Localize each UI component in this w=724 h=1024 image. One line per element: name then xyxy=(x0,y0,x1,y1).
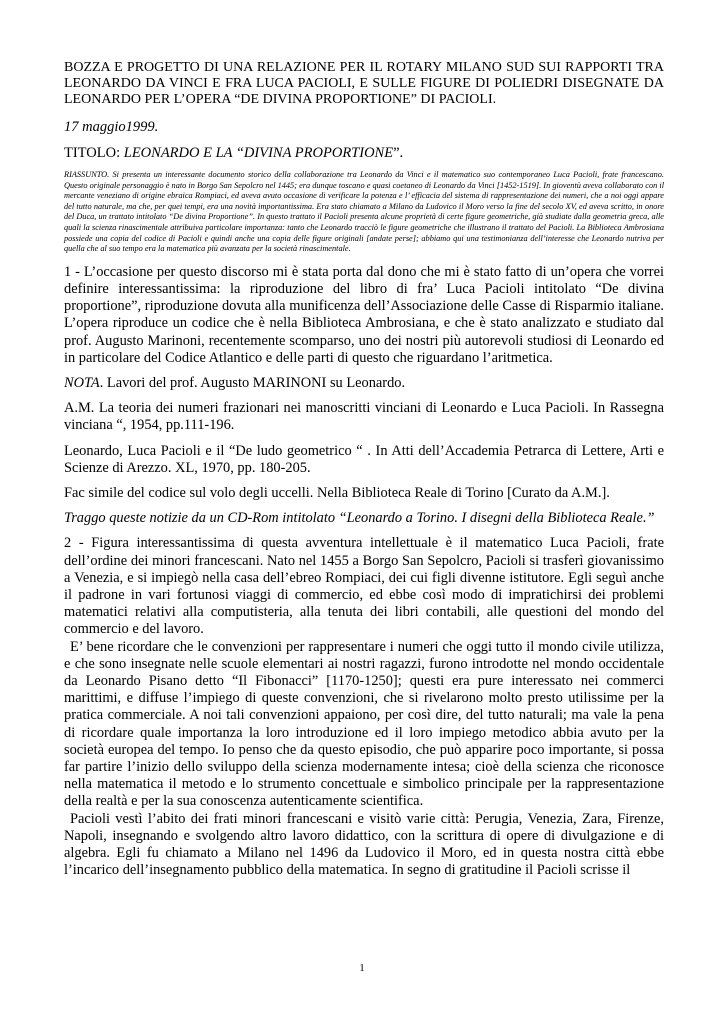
note-label: NOTA xyxy=(64,374,100,391)
abstract: RIASSUNTO. Si presenta un interessante documento storico della collaborazione tra Leonardo da Vinci e il matematico suo contemporaneo Luca Pacioli, frate francescano. Questo originale personaggio è nato in Borgo San Sepolcro nel 1445; era dunque toscano e quasi coetaneo di Leonardo da Vinci [1452-1519]. In gioventù aveva collaborato con il mercante veneziano di origine ebraica Rompiaci, ed aveva avuto occasione di verificare la potenza e l’ efficacia del sistema di rappresentazione dei numeri, che a noi oggi appare del tutto naturale, ma che, per quei tempi, era una novità importantissima. Era stato chiamato a Milano da Ludovico il Moro verso la fine del secolo XV, ed aveva scritto, in onore del Duca, un trattato intitolato “De divina Proportione”. In questo trattato il Pacioli presenta alcune proprietà di certe figure geometriche, già studiate dalla geometria greca, alle quali la scienza rinascimentale attribuiva particolare importanza: tanto che Leonardo tracciò le figure geometriche che illustrano il trattato del Pacioli. La Biblioteca Ambrosiana possiede una copia del codice di Pacioli e quindi anche una copia delle figure originali [andate perse]; abbiamo qui una testimonianza dell’interesse che Leonardo nutriva per quella che al suo tempo era la matematica più avanzata per la società rinascimentale. xyxy=(64,170,664,254)
document-page xyxy=(64,60,664,879)
title-label: TITOLO: xyxy=(64,145,124,161)
cdrom-note: Traggo queste notizie da un CD-Rom intitolato “Leonardo a Torino. I disegni della Biblioteca Reale.” xyxy=(64,510,655,527)
reference-3: Fac simile del codice sul volo degli uccelli. Nella Biblioteca Reale di Torino [Curato da A.M.]. xyxy=(64,484,610,501)
document-heading: BOZZA E PROGETTO DI UNA RELAZIONE PER IL ROTARY MILANO SUD SUI RAPPORTI TRA LEONARDO DA VINCI E FRA LUCA PACIOLI, E SULLE FIGURE DI POLIEDRI DISEGNATE DA LEONARDO PER L’OPERA “DE DIVINA PROPORTIONE” DI PACIOLI. xyxy=(64,60,664,107)
paragraph-1: 1 - L’occasione per questo discorso mi è stata porta dal dono che mi è stato fatto di un’opera che vorrei definire interessantissima: la riproduzione del libro di fra’ Luca Pacioli intitolato “De divina proportione”, riproduzione dovuta alla munificenza dell’Associazione delle Casse di Risparmio italiane. L’opera riproduce un codice che è nella Biblioteca Ambrosiana, e che è stato analizzato e studiato dal prof. Augusto Marinoni, recentemente scomparso, uno dei nostri più autorevoli studiosi di Leonardo ed in particolare del Codice Atlantico e delle parti di questo che riguardano l’aritmetica. xyxy=(64,263,664,366)
note xyxy=(64,375,664,392)
reference-1: A.M. La teoria dei numeri frazionari nei manoscritti vinciani di Leonardo e Luca Pacioli. In Rassegna vinciana “, 1954, pp.111-196. xyxy=(64,400,664,434)
reference-2: Leonardo, Luca Pacioli e il “De ludo geometrico “ . In Atti dell’Accademia Petrarca di Lettere, Arti e Scienze di Arezzo. XL, 1970, pp. 180-205. xyxy=(64,442,664,476)
page-number: 1 xyxy=(359,962,365,974)
paragraph-2: 2 - Figura interessantissima di questa avventura intellettuale è il matematico Luca Pacioli, frate dell’ordine dei minori francescani. Nato nel 1455 a Borgo San Sepolcro, Pacioli si trasferì giovanissimo a Venezia, e si impiegò nella casa dell’ebreo Rompiaci, dei cui figli divenne istitutore. Egli seguì anche il padrone in vari fortunosi viaggi di commercio, ed ebbe così modo di impratichirsi dei problemi matematici relativi alla computisteria, alla tenuta dei libri contabili, alle questioni del mondo del commercio e del lavoro. xyxy=(64,535,664,638)
document-title xyxy=(64,144,664,162)
note-text: . Lavori del prof. Augusto MARINONI su Leonardo. xyxy=(99,374,406,391)
document-date: 17 maggio1999. xyxy=(64,119,159,135)
title-text: LEONARDO E LA “DIVINA PROPORTIONE xyxy=(123,145,394,161)
title-suffix: ”. xyxy=(393,145,404,161)
paragraph-2-continued: E’ bene ricordare che le convenzioni per rappresentare i numeri che oggi tutto il mondo civile utilizza, e che sono insegnate nelle scuole elementari ai nostri ragazzi, furono introdotte nel mondo occidentale da Leonardo Pisano detto “Il Fibonacci” [1170-1250]; questi era pure interessato nei commerci marittimi, e diffuse l’impiego di queste convenzioni, che si rivelarono molto presto utilissime per la pratica commerciale. A noi tali convenzioni appaiono, per così dire, del tutto naturali; ma vale la pena di ricordare quale importanza la loro introduzione ed il loro impiego metodico abbia avuto per la società europea del tempo. Io penso che da questo episodio, che può apparire poco importante, si possa far partire l’inizio dello sviluppo della scienza modernamente intesa; cioè della scienza che riconosce nella matematica il metodo e lo strumento concettuale e simbolico principale per la rappresentazione della realtà e per la sua conoscenza autenticamente scientifica. xyxy=(64,638,664,810)
paragraph-2-pacioli: Pacioli vestì l’abito dei frati minori francescani e visitò varie città: Perugia, Venezia, Zara, Firenze, Napoli, insegnando e svolgendo altro lavoro didattico, con la scrittura di opere di divulgazione e di algebra. Egli fu chiamato a Milano nel 1496 da Ludovico il Moro, ed in questa nostra città ebbe l’incarico dell’insegnamento pubblico della matematica. In segno di gratitudine il Pacioli scrisse il xyxy=(64,810,664,879)
